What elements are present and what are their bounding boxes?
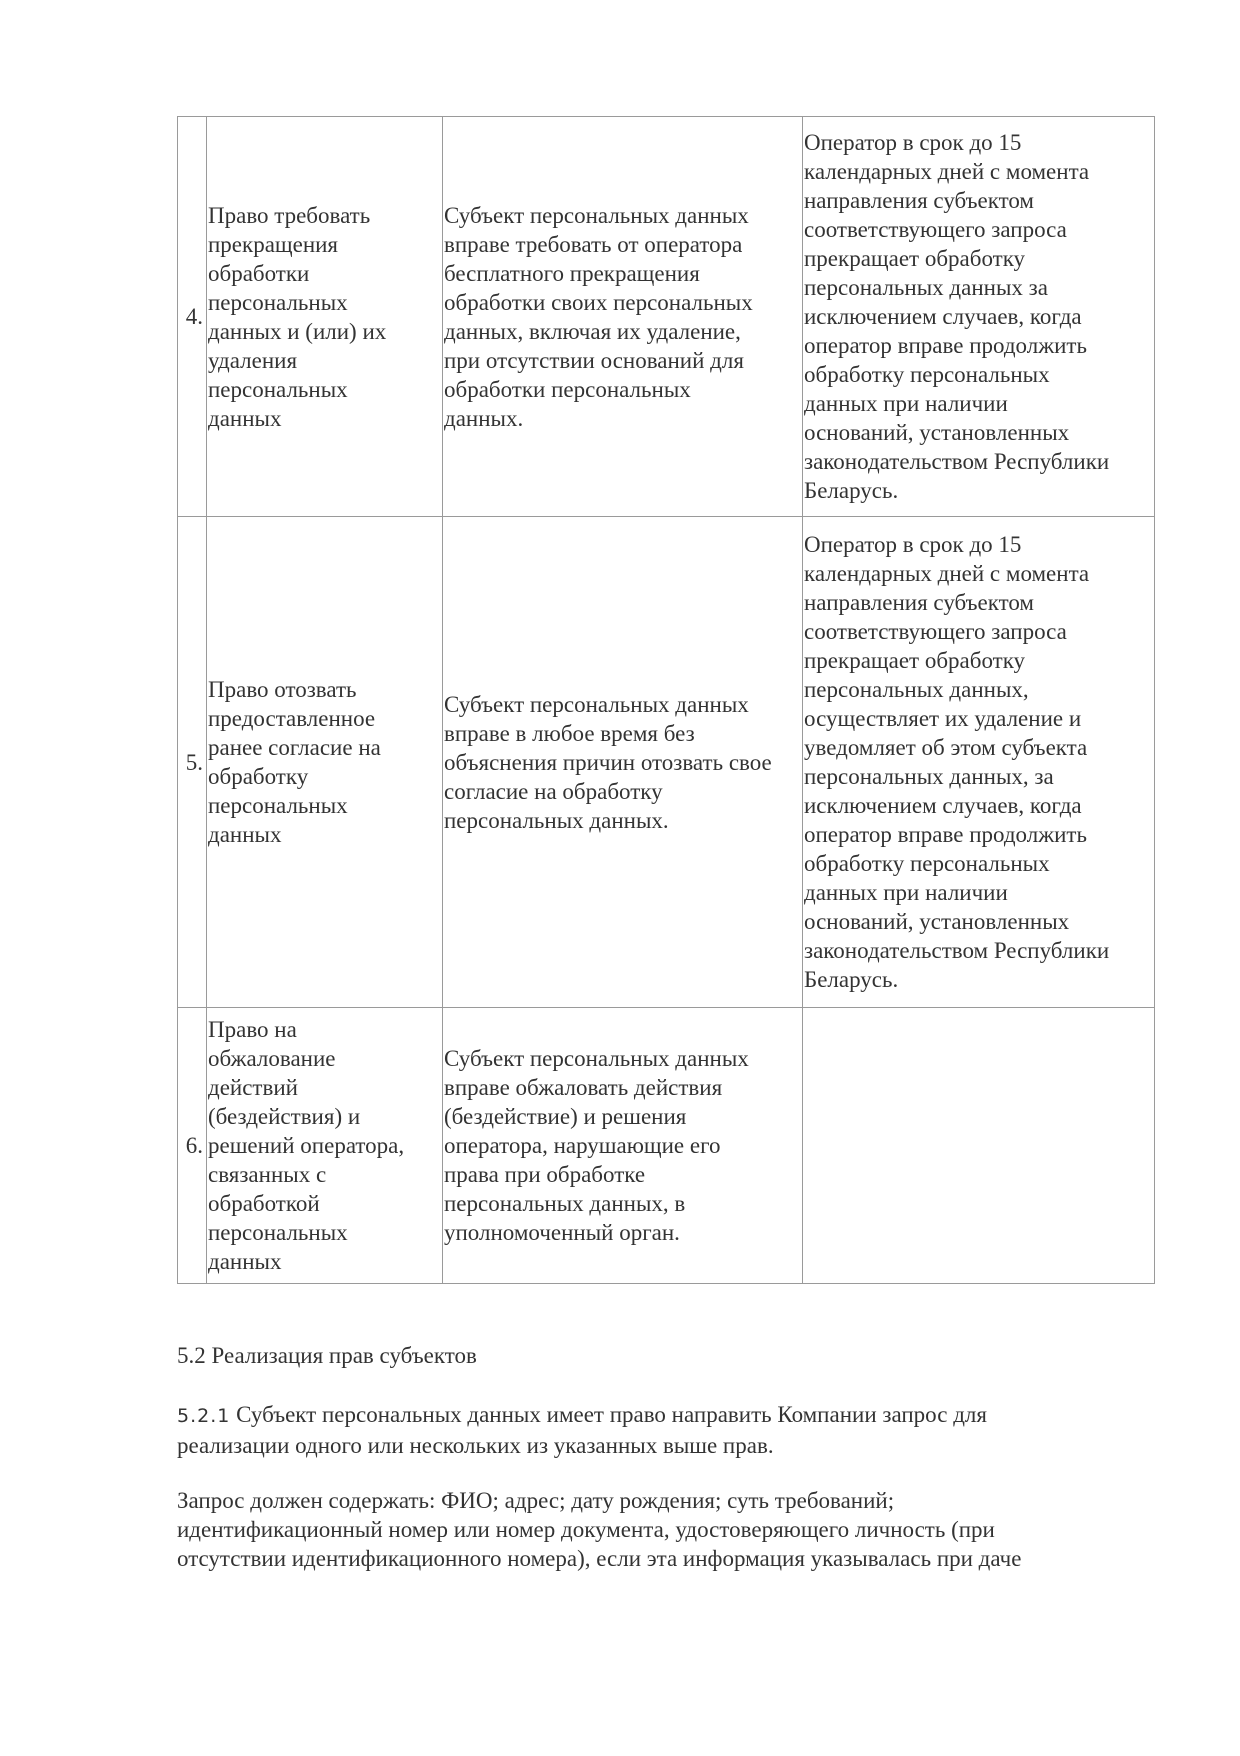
row-number: 5.: [178, 517, 207, 1008]
row-number: 4.: [178, 117, 207, 517]
table-row: [178, 1008, 1155, 1284]
paragraph-request-right: [177, 1400, 1137, 1460]
right-description: Субъект персональных данных вправе требовать от оператора бесплатного прекращения обработки своих персональных данных, включая их удаление, при отсутствии оснований для обработки персональных данных.: [443, 117, 803, 517]
paragraph-text: Субъект персональных данных имеет право направить Компании запрос для реализации одного или нескольких из указанных выше прав.: [177, 1402, 987, 1458]
paragraph-number: 5.2.1: [177, 1405, 231, 1427]
paragraph-request-contents: Запрос должен содержать: ФИО; адрес; дату рождения; суть требований; идентификационный номер или номер документа, удостоверяющего личность (при отсутствии идентификационного номера), если эта информация указывалась при даче: [177, 1488, 1022, 1571]
operator-action: [803, 1008, 1155, 1284]
right-name: Право отозвать предоставленное ранее согласие на обработку персональных данных: [207, 517, 443, 1008]
table-row: [178, 117, 1155, 517]
operator-action: Оператор в срок до 15 календарных дней с момента направления субъектом соответствующего запроса прекращает обработку персональных данных за исключением случаев, когда оператор вправе продолжить обработку персональных данных при наличии оснований, установленных законодательством Республики Беларусь.: [803, 117, 1155, 517]
right-name: Право на обжалование действий (бездействия) и решений оператора, связанных с обработкой персональных данных: [207, 1008, 443, 1284]
right-name: Право требовать прекращения обработки персональных данных и (или) их удаления персональных данных: [207, 117, 443, 517]
right-description: Субъект персональных данных вправе обжаловать действия (бездействие) и решения оператора, нарушающие его права при обработке персональных данных, в уполномоченный орган.: [443, 1008, 803, 1284]
table-row: [178, 517, 1155, 1008]
row-number: 6.: [178, 1008, 207, 1284]
operator-action: Оператор в срок до 15 календарных дней с момента направления субъектом соответствующего запроса прекращает обработку персональных данных, осуществляет их удаление и уведомляет об этом субъекта персональных данных, за исключением случаев, когда оператор вправе продолжить обработку персональных данных при наличии оснований, установленных законодательством Республики Беларусь.: [803, 517, 1155, 1008]
rights-table: [177, 116, 1155, 1284]
right-description: Субъект персональных данных вправе в любое время без объяснения причин отозвать свое согласие на обработку персональных данных.: [443, 517, 803, 1008]
section-heading: 5.2 Реализация прав субъектов: [177, 1343, 477, 1368]
